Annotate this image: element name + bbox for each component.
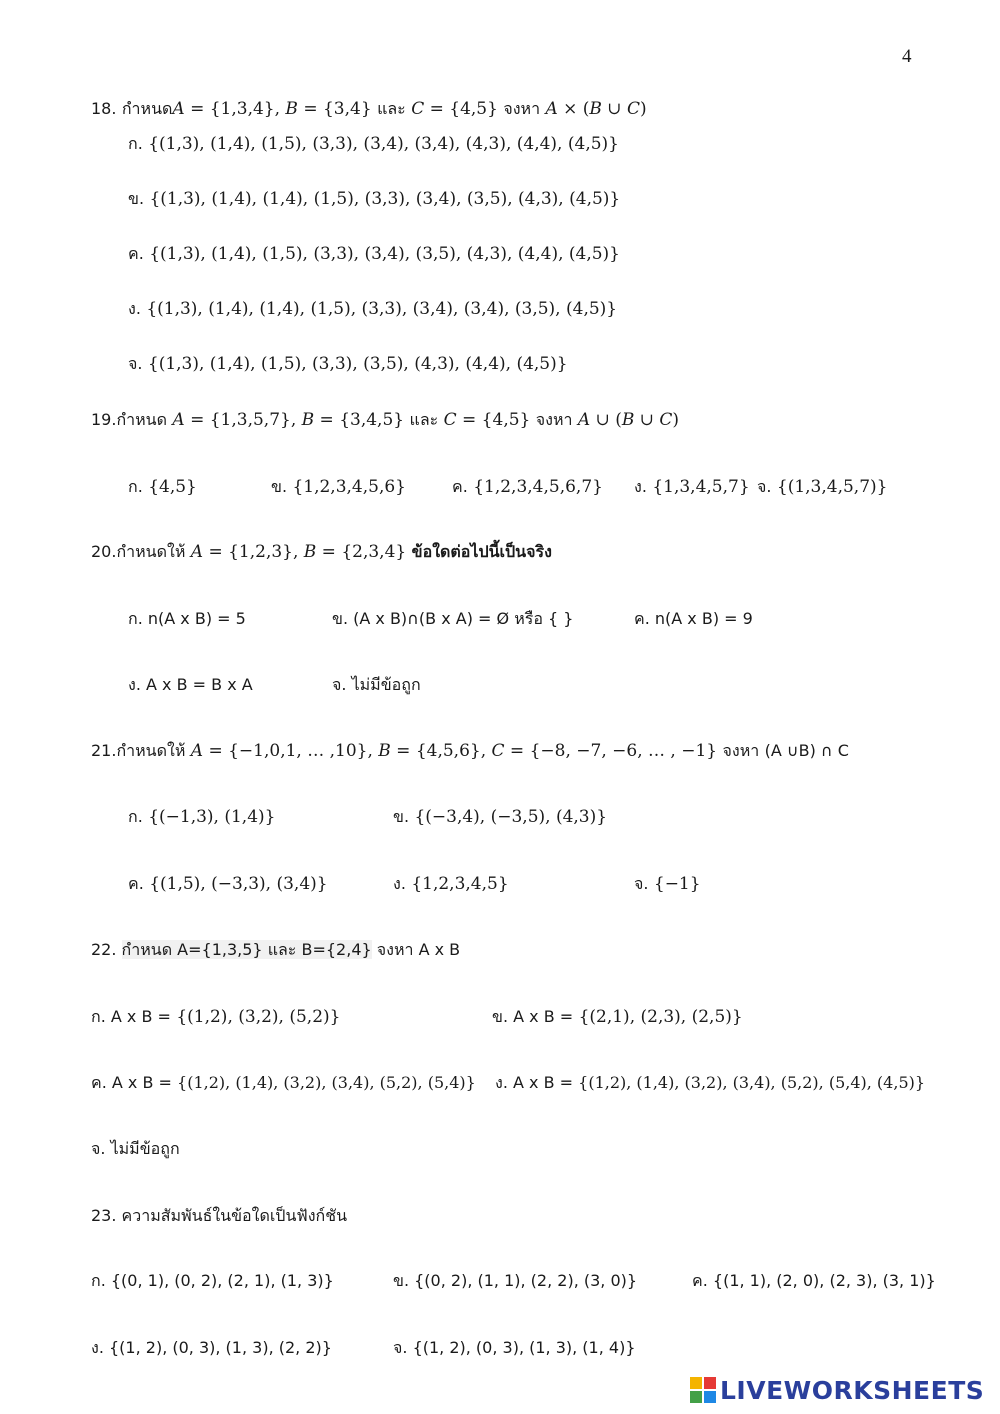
option-18-a[interactable]: ก. {(1,3), (1,4), (1,5), (3,3), (3,4), (3,4), (4,3), (4,4), (4,5)}	[128, 134, 619, 154]
logo-text: LIVEWORKSHEETS	[720, 1375, 985, 1405]
liveworksheets-logo[interactable]	[690, 1374, 984, 1406]
option-23-e[interactable]: จ. {(1, 2), (0, 3), (1, 3), (1, 4)}	[393, 1338, 636, 1357]
logo-square-4	[704, 1391, 716, 1403]
option-20-e[interactable]: จ. ไม่มีข้อถูก	[332, 675, 421, 694]
option-19-d[interactable]: ง. {1,3,4,5,7}	[634, 477, 750, 497]
option-22-a[interactable]: ก. A x B = {(1,2), (3,2), (5,2)}	[91, 1007, 341, 1027]
option-23-d[interactable]: ง. {(1, 2), (0, 3), (1, 3), (2, 2)}	[91, 1338, 332, 1357]
logo-square-3	[690, 1391, 702, 1403]
option-22-c[interactable]: ค. A x B = {(1,2), (1,4), (3,2), (3,4), (5,2), (5,4)}	[91, 1073, 476, 1092]
logo-square-2	[704, 1377, 716, 1389]
option-21-d[interactable]: ง. {1,2,3,4,5}	[393, 874, 509, 894]
question-21-stem: 21.กำหนดให้ 𝐴 = {−1,0,1, … ,10}, 𝐵 = {4,5,6}, 𝐶 = {−8, −7, −6, … , −1} จงหา (A ∪B) ∩ C	[91, 741, 849, 761]
question-18-stem: 18. กำหนด𝐴 = {1,3,4}, 𝐵 = {3,4} และ 𝐶 = {4,5} จงหา 𝐴 × (𝐵 ∪ 𝐶)	[91, 99, 647, 119]
option-23-b[interactable]: ข. {(0, 2), (1, 1), (2, 2), (3, 0)}	[393, 1271, 638, 1290]
option-18-b[interactable]: ข. {(1,3), (1,4), (1,4), (1,5), (3,3), (3,4), (3,5), (4,3), (4,5)}	[128, 189, 621, 209]
page-number: 4	[902, 46, 912, 67]
logo-square-1	[690, 1377, 702, 1389]
option-19-e[interactable]: จ. {(1,3,4,5,7)}	[757, 477, 888, 497]
option-20-d[interactable]: ง. A x B = B x A	[128, 675, 253, 694]
option-19-b[interactable]: ข. {1,2,3,4,5,6}	[271, 477, 406, 497]
option-20-b[interactable]: ข. (A x B)∩(B x A) = Ø หรือ { }	[332, 609, 574, 628]
option-18-c[interactable]: ค. {(1,3), (1,4), (1,5), (3,3), (3,4), (3,5), (4,3), (4,4), (4,5)}	[128, 244, 620, 264]
option-18-d[interactable]: ง. {(1,3), (1,4), (1,4), (1,5), (3,3), (3,4), (3,4), (3,5), (4,5)}	[128, 299, 618, 319]
option-21-e[interactable]: จ. {−1}	[634, 874, 701, 894]
option-20-a[interactable]: ก. n(A x B) = 5	[128, 609, 246, 628]
question-19-stem: 19.กำหนด 𝐴 = {1,3,5,7}, 𝐵 = {3,4,5} และ 𝐶 = {4,5} จงหา 𝐴 ∪ (𝐵 ∪ 𝐶)	[91, 410, 680, 430]
question-22-stem: 22. กำหนด A={1,3,5} และ B={2,4} จงหา A x B	[91, 940, 461, 959]
option-20-c[interactable]: ค. n(A x B) = 9	[634, 609, 753, 628]
option-21-b[interactable]: ข. {(−3,4), (−3,5), (4,3)}	[393, 807, 608, 827]
option-18-e[interactable]: จ. {(1,3), (1,4), (1,5), (3,3), (3,5), (4,3), (4,4), (4,5)}	[128, 354, 568, 374]
question-20-stem: 20.กำหนดให้ 𝐴 = {1,2,3}, 𝐵 = {2,3,4} ข้อใดต่อไปนี้เป็นจริง	[91, 542, 552, 562]
option-23-a[interactable]: ก. {(0, 1), (0, 2), (2, 1), (1, 3)}	[91, 1271, 334, 1290]
logo-squares-icon	[690, 1377, 716, 1403]
option-21-a[interactable]: ก. {(−1,3), (1,4)}	[128, 807, 276, 827]
option-22-e[interactable]: จ. ไม่มีข้อถูก	[91, 1139, 180, 1158]
option-19-a[interactable]: ก. {4,5}	[128, 477, 197, 497]
question-23-stem: 23. ความสัมพันธ์ในข้อใดเป็นฟังก์ชัน	[91, 1206, 348, 1225]
option-19-c[interactable]: ค. {1,2,3,4,5,6,7}	[452, 477, 603, 497]
option-21-c[interactable]: ค. {(1,5), (−3,3), (3,4)}	[128, 874, 328, 894]
highlighted-stem: กำหนด A={1,3,5} และ B={2,4}	[121, 940, 372, 959]
option-23-c[interactable]: ค. {(1, 1), (2, 0), (2, 3), (3, 1)}	[692, 1271, 936, 1290]
option-22-b[interactable]: ข. A x B = {(2,1), (2,3), (2,5)}	[492, 1007, 743, 1027]
option-22-d[interactable]: ง. A x B = {(1,2), (1,4), (3,2), (3,4), (5,2), (5,4), (4,5)}	[495, 1073, 926, 1092]
